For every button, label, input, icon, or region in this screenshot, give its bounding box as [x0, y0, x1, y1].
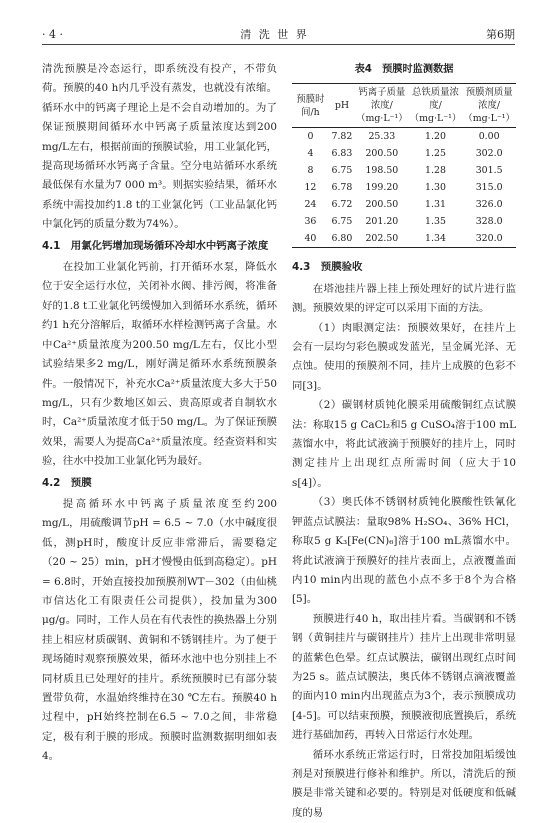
section-heading-4-3: 4.3 预膜验收 — [292, 261, 363, 274]
paragraph: （3）奥氏体不锈钢材质钝化膜酸性铁氰化钾蓝点试膜法：量取98% H₂SO₄、36% HCl，称取5 g K₃[Fe(CN)₆]溶于100 mL蒸馏水中。将此试液滴于预膜好的挂片表面上，点液覆盖面内10 min内出现的蓝色小点不多于8个为合格[5]。 — [292, 496, 516, 606]
col-header-filming-agent: 预膜剂质量浓度/（mg·L⁻¹） — [462, 84, 516, 128]
paragraph: 预膜进行40 h，取出挂片看。当碳钢和不锈钢（黄铜挂片与碳钢挂片）挂片上出现非常明显的蓝紫色色晕。红点试膜法，碳钢出现红点时间为25 s。蓝点试膜法，奥氏体不锈钢点滴液覆盖的面内10 min内出现蓝点为3个，表示预膜成功[4-5]。可以结束预膜，预膜液彻底置换后，系统进行基础加药，再转入日常运行水处理。 — [292, 612, 516, 742]
cell: 25.33 — [368, 131, 396, 143]
paragraph: （1）肉眼测定法：预膜效果好，在挂片上会有一层均匀彩色膜或发蓝光，呈金属光泽、无点蚀。使用的预膜剂不同，挂片上成膜的色彩不同[3]。 — [292, 321, 516, 392]
cell: 202.50 — [355, 230, 409, 248]
cell: 6.75 — [331, 165, 353, 177]
section-heading-4-1: 4.1 用氯化钙增加现场循环冷却水中钙离子浓度 — [42, 239, 269, 252]
cell: 326.0 — [475, 199, 503, 211]
cell: 36 — [304, 216, 317, 228]
table-row — [292, 196, 516, 213]
paragraph: 提高循环水中钙离子质量浓度至约200 mg/L，用硫酸调节pH = 6.5 ~ 7.0（水中碱度很低，测pH时，酸度计反应非常滞后，需要稳定（20 ~ 25）min，pH才慢慢由低到高稳定）。pH = 6.8时，开始直接投加预膜剂WT－302（由仙桃市信达化工有限责任公司提供），投加量为300 μg/g。同时，工作人员在有代表性的换热器上分别挂上相应材质碳钢、黄铜和不锈钢挂片。为了便于现场随时观察预膜效果，循环水池中也分别挂上不同材质且已处理好的挂片。系统预膜时已有部分装置带负荷，水温始终维持在30 ℃左右。预膜40 h过程中，pH始终控制在6.5 ~ 7.0之间，非常稳定，极有利于膜的形成。预膜时监测数据明细如表4。 — [42, 497, 277, 763]
cell: 201.20 — [365, 216, 399, 228]
cell: 198.50 — [365, 165, 399, 177]
cell: 6.78 — [331, 182, 353, 194]
cell: 1.34 — [409, 230, 463, 248]
issue-number: 第6期 — [486, 28, 515, 41]
cell: 8 — [307, 165, 314, 177]
col-header-time: 预膜时间/h — [292, 84, 329, 128]
page-number: · 4 · — [42, 27, 63, 41]
table-row — [292, 213, 516, 230]
cell: 6.72 — [331, 199, 353, 211]
table-caption: 表4 预膜时监测数据 — [354, 64, 454, 75]
table-row — [292, 230, 516, 248]
section-heading-4-2: 4.2 预膜 — [42, 476, 92, 489]
cell: 320.0 — [462, 230, 516, 248]
cell: 1.35 — [425, 216, 446, 228]
col-header-ph: pH — [329, 84, 355, 128]
cell: 0.00 — [478, 131, 500, 143]
cell: 24 — [304, 199, 317, 211]
cell: 6.80 — [329, 230, 355, 248]
cell: 7.82 — [331, 131, 353, 143]
table-4 — [292, 60, 516, 248]
table-row — [292, 128, 516, 146]
cell: 1.20 — [425, 131, 446, 143]
right-column — [292, 60, 516, 823]
cell: 40 — [292, 230, 329, 248]
col-header-calcium: 钙离子质量浓度/（mg·L⁻¹） — [355, 84, 409, 128]
cell: 4 — [307, 148, 314, 160]
page-header — [42, 24, 515, 45]
cell: 302.0 — [475, 148, 503, 160]
table-header-row — [292, 84, 516, 128]
cell: 315.0 — [475, 182, 503, 194]
cell: 1.25 — [425, 148, 446, 160]
cell: 1.31 — [425, 199, 446, 211]
cell: 200.50 — [365, 148, 399, 160]
paragraph: （2）碳钢材质钝化膜采用硫酸铜红点试膜法：称取15 g CaCl₂和5 g CuSO₄溶于100 mL蒸馏水中，将此试液滴于预膜好的挂片上，同时测定挂片上出现红点所需时间（应大于10 s[4]）。 — [292, 399, 516, 489]
cell: 6.83 — [331, 148, 353, 160]
cell: 328.0 — [475, 216, 503, 228]
journal-title: 清 洗 世 界 — [240, 28, 309, 41]
table-row — [292, 179, 516, 196]
cell: 199.20 — [365, 182, 399, 194]
cell: 200.50 — [365, 199, 399, 211]
left-column — [42, 60, 277, 767]
paragraph: 循环水系统正常运行时，日常投加阻垢缓蚀剂是对预膜进行修补和维护。所以，清洗后的预膜是非常关键和必要的。特别是对低硬度和低碱度的易 — [292, 748, 516, 819]
cell: 12 — [304, 182, 317, 194]
cell: 301.5 — [475, 165, 503, 177]
col-header-iron: 总铁质量浓度/（mg·L⁻¹） — [409, 84, 463, 128]
cell: 1.30 — [425, 182, 446, 194]
cell: 0 — [307, 131, 314, 143]
paragraph: 清洗预膜是冷态运行，即系统没有投产，不带负荷。预膜的40 h内几乎没有蒸发，也就没有浓缩。循环水中的钙离子理论上是不会自动增加的。为了保证预膜期间循环水中钙离子质量浓度达到200 mg/L左右，根据前面的预膜试验，用工业氯化钙，提高现场循环水钙离子含量。空分电站循环水系统最低保有水量为7 000 m³。则据实验结果，循环水系统中需投加约1.8 t的工业氯化钙（工业品氯化钙中氯化钙的质量分数为74%）。 — [42, 63, 277, 231]
paragraph: 在投加工业氯化钙前，打开循环水泵，降低水位于安全运行水位，关闭补水阀、排污阀，将准备好的1.8 t工业氯化钙缓慢加入到循环水系统，循环约1 h充分溶解后，取循环水样检测钙离子含量。水中Ca²⁺质量浓度为200.50 mg/L左右，仅比小型试验结果多2 mg/L，刚好满足循环水系统预膜条件。一般情况下，补充水Ca²⁺质量浓度大多大于50 mg/L，只有少数地区如云、贵高原或者自制软水时，Ca²⁺质量浓度才低于50 mg/L。为了保证预膜效果，需要人为提高Ca²⁺质量浓度。经查资料和实验，往水中投加工业氯化钙为最好。 — [42, 261, 277, 468]
paragraph: 在塔池挂片器上挂上预处理好的试片进行监测。预膜效果的评定可以采用下面的方法。 — [292, 282, 516, 315]
monitoring-data-table — [292, 83, 516, 248]
cell: 6.75 — [331, 216, 353, 228]
table-row — [292, 162, 516, 179]
table-row — [292, 145, 516, 162]
cell: 1.28 — [425, 165, 446, 177]
